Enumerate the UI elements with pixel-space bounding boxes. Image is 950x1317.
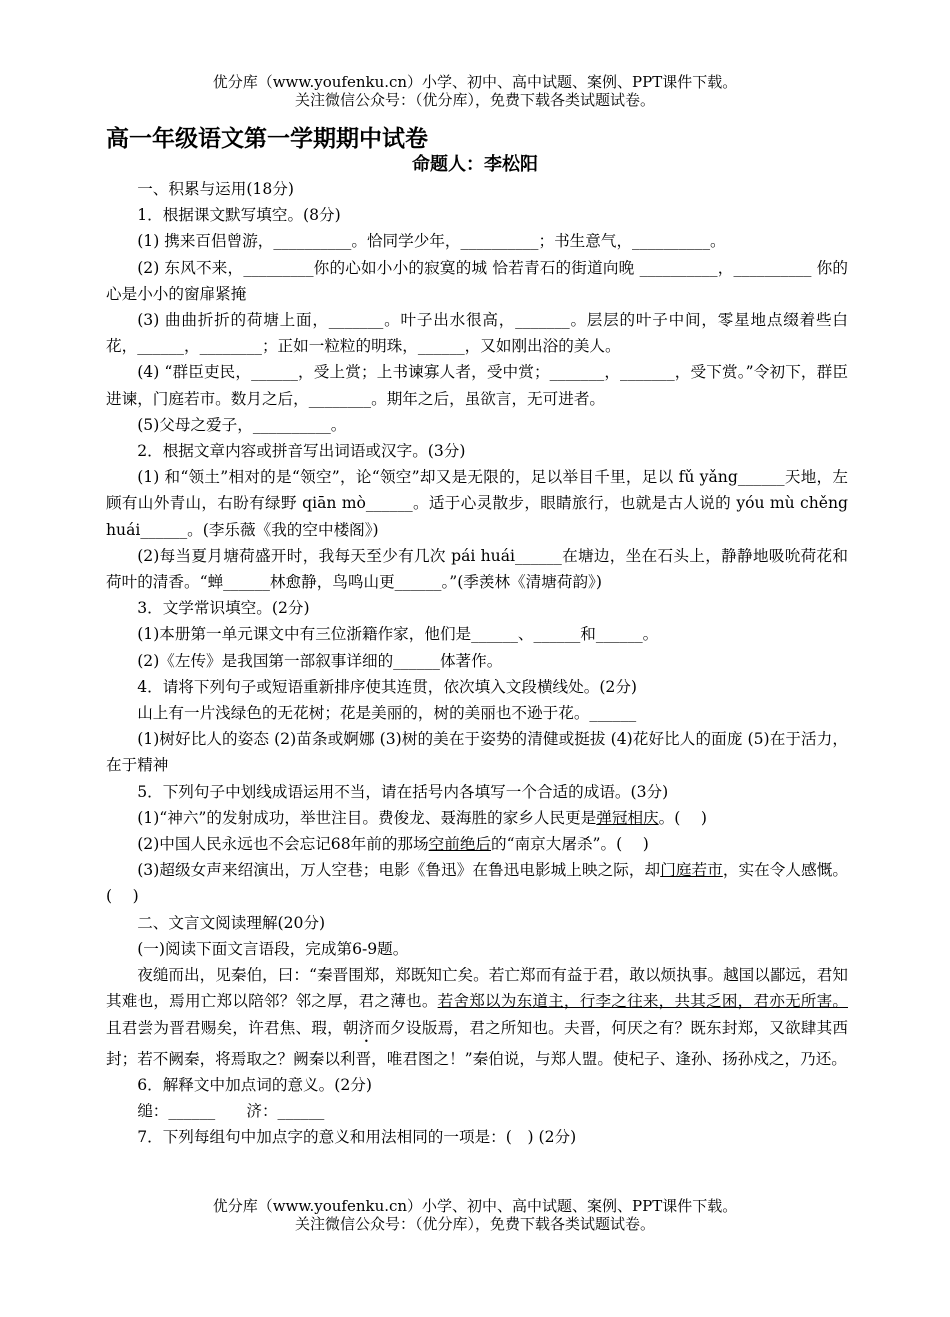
section-heading: 二、文言文阅读理解(20分) — [137, 913, 326, 932]
sentence-text: (3)超级女声来绍演出，万人空巷；电影《鲁迅》在鲁迅电影城上映之际，却 — [137, 861, 661, 880]
question-5-item-3 — [106, 857, 848, 909]
question-6-blanks: 缒：______ 济：______ — [137, 1101, 325, 1120]
footer-line-1: 优分库（www.youfenku.cn）小学、初中、高中试题、案例、PPT课件下载。 — [212, 1197, 738, 1215]
question-2-item-2: (2)每当夏月塘荷盛开时，我每天至少有几次 pái huái______在塘边，坐在石头上，静静地吸吮荷花和荷叶的清香。“蝉______林愈静，鸟鸣山更______。”(季羡林《清塘荷韵》) — [106, 546, 848, 592]
author-line: 命题人：李松阳 — [412, 154, 538, 175]
question-3-item-1: (1)本册第一单元课文中有三位浙籍作家，他们是______、______和______。 — [137, 625, 659, 644]
classical-passage — [106, 962, 848, 1072]
question-4: 4．请将下列句子或短语重新排序使其连贯，依次填入文段横线处。(2分) — [137, 677, 638, 696]
header-line-2: 关注微信公众号：（优分库），免费下载各类试题试卷。 — [294, 91, 655, 109]
question-1-item-3: (3) 曲曲折折的荷塘上面，_______。叶子出水很高，_______。层层的叶子中间，零星地点缀着些白花，______，________；正如一粒粒的明珠，______，又如刚出浴的美人。 — [106, 311, 848, 356]
passage-text: 且君尝为晋君赐矣，许君焦、瑕，朝 — [106, 1018, 359, 1037]
question-6: 6．解释文中加点词的意义。(2分) — [137, 1075, 372, 1094]
question-1-item-4: (4) “群臣吏民，______，受上赏；上书谏寡人者，受中赏；_______，_______，受下赏。”令初下，群臣进谏，门庭若市。数月之后，________。期年之后，虽欲言，无可进者。 — [106, 363, 848, 408]
passage-instruction: (一)阅读下面文言语段，完成第6-9题。 — [137, 939, 409, 958]
question-5-item-1 — [106, 805, 848, 831]
sentence-text: (1)“神六”的发射成功，举世注目。费俊龙、聂海胜的家乡人民更是 — [137, 808, 597, 827]
question-2-item-1: (1) 和“领土”相对的是“领空”，论“领空”却又是无限的，足以举目千里，足以 fǔ yǎng______天地，左顾有山外青山，右盼有绿野 qiān mò______。适于心灵散步，眼睛旅行，也就是古人说的 yóu mù chěng huái______。(李乐薇《我的空中楼阁》) — [106, 468, 848, 539]
question-4-options: (1)树好比人的姿态 (2)苗条或婀娜 (3)树的美在于姿势的清健或挺拔 (4)花好比人的面庞 (5)在于活力，在于精神 — [106, 730, 848, 775]
dotted-character: 济 — [358, 1018, 375, 1037]
question-2: 2．根据文章内容或拼音写出词语或汉字。(3分) — [137, 442, 466, 461]
question-4-text: 山上有一片浅绿色的无花树；花是美丽的，树的美丽也不逊于花。______ — [137, 704, 637, 723]
page-title: 高一年级语文第一学期期中试卷 — [106, 126, 428, 152]
question-1-item-1: (1) 携来百侣曾游，__________。恰同学少年，__________；书生意气，__________。 — [137, 232, 726, 251]
question-5: 5．下列句子中划线成语运用不当，请在括号内各填写一个合适的成语。(3分) — [137, 782, 669, 801]
section-heading: 一、积累与运用(18分) — [137, 180, 294, 198]
question-5-item-2 — [106, 831, 848, 857]
question-1: 1．根据课文默写填空。(8分) — [137, 206, 341, 225]
exam-body — [106, 176, 848, 1150]
underlined-idiom: 空前绝后 — [428, 835, 492, 854]
passage-text: 而夕设版焉，君之所知也。夫晋，何厌之有？既东封郑，又欲肆其西封；若不阙秦，将焉取之？阙秦以利晋，唯君图之！”秦伯说，与郑人盟。使杞子、逢孙、扬孙戍之，乃还。 — [106, 1018, 848, 1068]
header-line-1: 优分库（www.youfenku.cn）小学、初中、高中试题、案例、PPT课件下载。 — [212, 73, 738, 91]
footer-line-2: 关注微信公众号：（优分库），免费下载各类试题试卷。 — [294, 1215, 655, 1233]
question-3-item-2: (2)《左传》是我国第一部叙事详细的______体著作。 — [137, 651, 503, 670]
underlined-idiom: 门庭若市 — [660, 861, 723, 880]
underlined-idiom: 弹冠相庆 — [596, 808, 659, 827]
answer-bracket: ，实在令人感慨。( ) — [106, 861, 848, 906]
question-3: 3．文学常识填空。(2分) — [137, 599, 310, 618]
question-7: 7．下列每组句中加点字的意义和用法相同的一项是：( ) (2分) — [137, 1128, 577, 1147]
question-1-item-2: (2) 东风不来，_________你的心如小小的寂寞的城 恰若青石的街道向晚 __________，__________ 你的心是小小的窗扉紧掩 — [106, 258, 848, 303]
underlined-sentence: 若舍郑以为东道主，行李之往来，共其乏困，君亦无所害。 — [437, 992, 848, 1011]
passage-text: 夜缒而出，见秦伯，曰：“秦晋围郑，郑既知亡矣。若亡郑而有益于君，敢以烦执事。越国以鄙远，君知其难也，焉用亡郑以陪邻？邻之厚，君之薄也。 — [106, 966, 848, 1011]
answer-bracket: 。( ) — [658, 808, 707, 827]
question-1-item-5: (5)父母之爱子，__________。 — [137, 415, 347, 434]
sentence-text: (2)中国人民永远也不会忘记68年前的那场 — [137, 835, 429, 854]
answer-bracket: 的“南京大屠杀”。( ) — [491, 835, 649, 854]
